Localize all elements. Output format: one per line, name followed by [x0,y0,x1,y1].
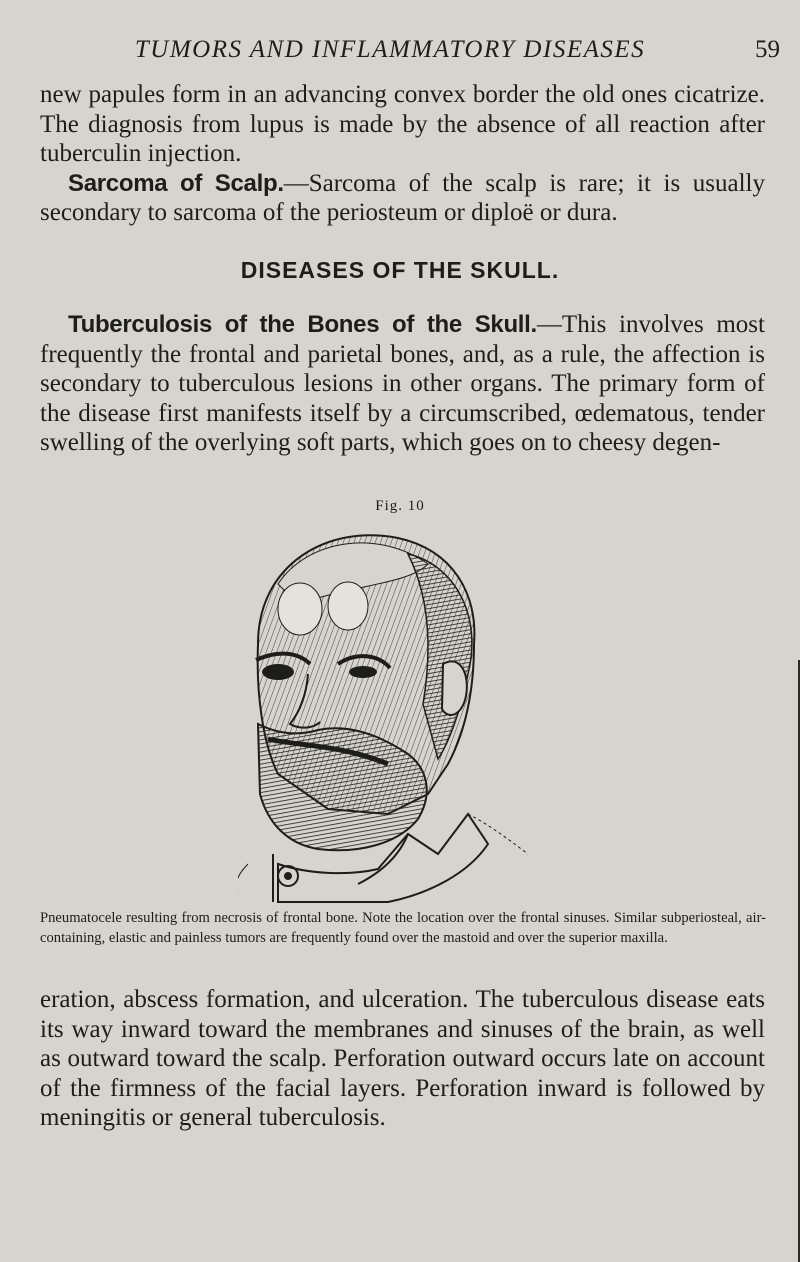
paragraph-1 [40,80,765,228]
ear [442,661,467,715]
figure-caption: Pneumatocele resulting from necrosis of frontal bone. Note the location over the frontal sinuses. Similar subperiosteal, air-containing, elastic and painless tumors are frequently found over the mastoid and over the superior maxilla. [40,910,766,946]
paragraph-3-text: —This involves most frequently the frontal and parietal bones, and, as a rule, the affection is secondary to tuberculous lesions in other organs. The primary form of the disease first manifests itself by a circumscribed, œdematous, tender swelling of the overlying soft parts, which goes on to cheesy degen- [40,311,765,456]
tuberculosis-heading: Tuberculosis of the Bones of the Skull. [68,311,537,338]
right-swelling [328,582,368,630]
figure-label: Fig. 10 [375,498,425,514]
paragraph-3 [40,310,765,458]
section-heading: DISEASES OF THE SKULL. [240,257,560,283]
running-head [40,36,780,76]
paragraph-4: eration, abscess formation, and ulceration. The tuberculous disease eats its way inward toward the membranes and sinuses of the brain, as well as outward toward the scalp. Perforation outward occurs late on account of the firmness of the facial layers. Perforation inward is followed by meningitis or general tuberculosis. [40,986,765,1131]
head-engraving [238,524,538,904]
sarcoma-scalp-heading: Sarcoma of Scalp. [68,169,284,197]
page-number: 59 [755,36,780,63]
left-swelling [278,583,322,635]
paragraph-2-text: —Sarcoma of the scalp is rare; it is usually secondary to sarcoma of the periosteum or diploë or dura. [40,169,765,226]
figure-illustration [238,524,538,904]
paragraph-1-text: new papules form in an advancing convex border the old ones cicatrize. The diagnosis from lupus is made by the absence of all reaction after tuberculin injection. [40,81,765,167]
running-title: TUMORS AND INFLAMMATORY DISEASES [134,36,646,63]
